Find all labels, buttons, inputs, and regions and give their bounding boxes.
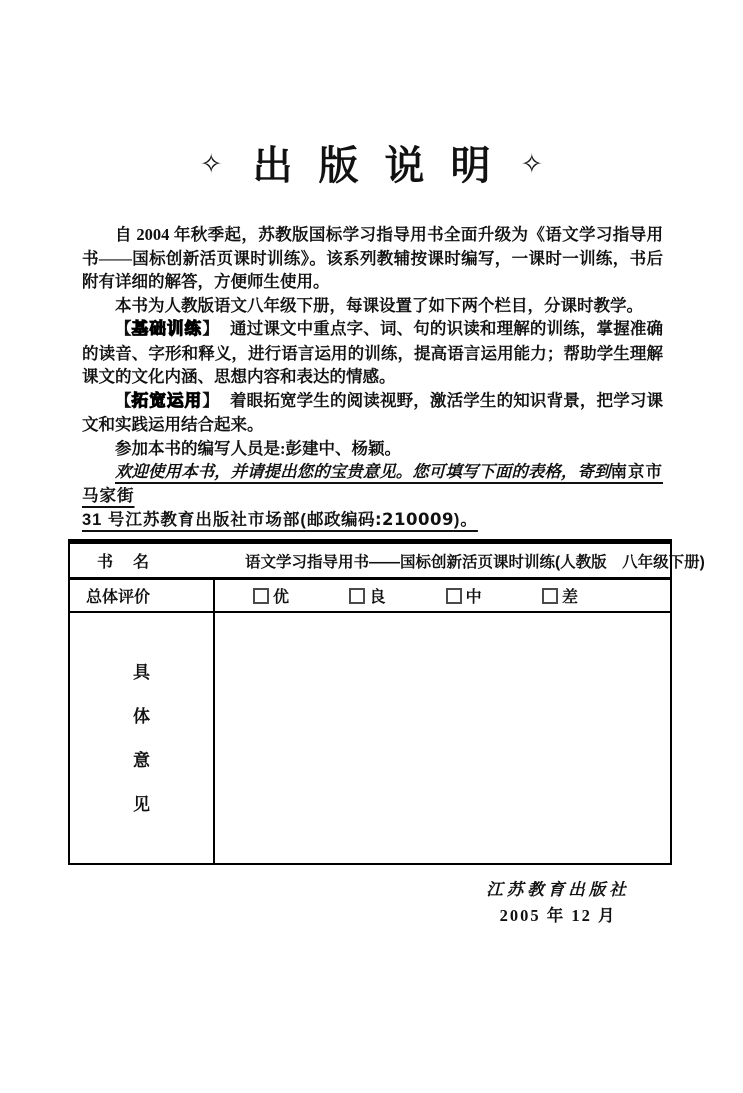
- body-text: [82, 223, 663, 532]
- feedback-note-handwriting: 欢迎使用本书，并请提出您的宝贵意见。您可填写下面的表格，寄到: [115, 462, 611, 481]
- paragraph-expand-use-text: 着眼拓宽学生的阅读视野，激活学生的知识背景，把学习课文和实践运用结合起来。: [82, 390, 664, 434]
- four-pointed-star-icon-right: ✧: [520, 149, 544, 179]
- rating-option-average: [446, 584, 482, 607]
- rating-option-label: 优: [273, 589, 290, 606]
- rating-option-excellent: [253, 584, 289, 607]
- feedback-note-line-2: [82, 508, 663, 532]
- page-footer: [428, 877, 688, 929]
- comments-label-char: 具: [133, 662, 150, 682]
- comments-label-char: 体: [133, 706, 150, 726]
- checkbox-icon: [446, 588, 462, 604]
- four-pointed-star-icon-left: ✧: [199, 149, 223, 179]
- rating-option-poor: [542, 584, 578, 607]
- form-label-book-name: 书 名: [97, 554, 152, 571]
- checkbox-icon: [253, 588, 269, 604]
- paragraph-basic-training: [82, 317, 663, 389]
- open-bracket: 【: [115, 320, 132, 338]
- rating-options: [215, 584, 670, 607]
- paragraph-intro: 自 2004 年秋季起，苏教版国标学习指导用书全面升级为《语文学习指导用书——国标创新活页课时训练》。该系列教辅按课时编写，一课时一训练，书后附有详细的解答，方便师生使用。: [82, 225, 663, 291]
- close-bracket: 】: [202, 391, 219, 410]
- form-value-book-name: 语文学习指导用书——国标创新活页课时训练(人教版 八年级下册): [245, 553, 705, 571]
- publisher-name: 江苏教育出版社: [486, 880, 630, 899]
- form-row-book-name: [70, 544, 705, 580]
- rating-option-label: 中: [465, 589, 482, 606]
- column-label-basic-training-text: 基础训练: [131, 320, 203, 338]
- form-row-overall-rating: [70, 580, 670, 613]
- rating-option-label: 良: [369, 589, 386, 606]
- feedback-note-address-start: 南京市马家街: [82, 463, 663, 505]
- column-label-expand-use: [115, 391, 219, 410]
- feedback-note-postcode: 邮政编码:210009: [306, 510, 454, 529]
- feedback-note-address-end: 31 号江苏教育出版社市场部(: [82, 511, 307, 529]
- checkbox-icon: [349, 588, 365, 604]
- paragraph-basic-training-text: 通过课文中重点字、词、句的识读和理解的训练，掌握准确的读音、字形和释义，进行语言运用的训练，提高语言运用能力；帮助学生理解课文的文化内涵、思想内容和表达的情感。: [82, 319, 664, 386]
- title-text: 出版说明: [252, 143, 517, 188]
- paragraph-expand-use: [82, 389, 663, 437]
- comments-blank-area: [215, 613, 670, 863]
- form-label-overall-rating: 总体评价: [70, 580, 215, 611]
- form-row-comments: [70, 613, 670, 863]
- form-label-comments: [70, 613, 215, 863]
- open-bracket: 【: [115, 391, 132, 410]
- comments-label-char: 见: [133, 794, 150, 814]
- rating-option-good: [349, 584, 385, 607]
- feedback-note: [82, 460, 663, 532]
- feedback-note-line-1: [82, 460, 663, 508]
- paragraph-book-info: 本书为人教版语文八年级下册，每课设置了如下两个栏目，分课时教学。: [115, 295, 643, 315]
- checkbox-icon: [542, 588, 558, 604]
- feedback-form-table: [68, 539, 705, 865]
- comments-label-char: 意: [133, 750, 150, 770]
- column-label-expand-use-text: 拓宽运用: [131, 391, 203, 410]
- paragraph-editors: 参加本书的编写人员是:彭建中、杨颖。: [115, 438, 401, 458]
- close-bracket: 】: [202, 320, 219, 338]
- publish-date: 2005 年 12 月: [499, 906, 617, 925]
- rating-option-label: 差: [561, 589, 578, 606]
- page-title: [0, 134, 743, 191]
- feedback-note-closing: )。: [453, 511, 478, 529]
- column-label-basic-training: [115, 319, 219, 338]
